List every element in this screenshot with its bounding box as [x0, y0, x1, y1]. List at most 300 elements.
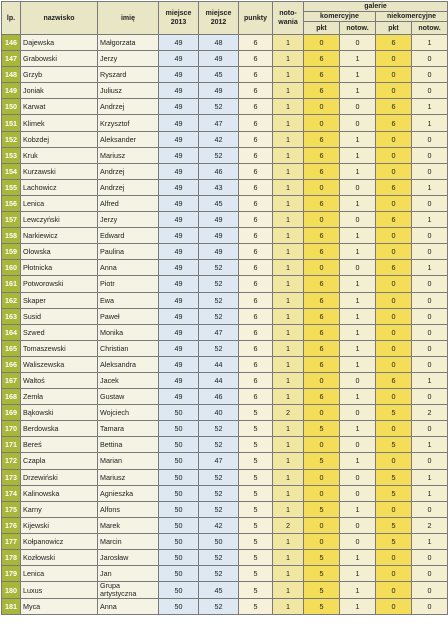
cell-punkty: 6 — [239, 244, 273, 260]
cell-niekom-pkt: 6 — [376, 99, 412, 115]
table-row — [2, 260, 448, 276]
cell-nazwisko: Kalinowska — [21, 485, 98, 501]
cell-niekom-notow: 0 — [412, 340, 448, 356]
cell-nazwisko: Dajewska — [21, 35, 98, 51]
cell-lp: 164 — [2, 324, 21, 340]
cell-niekom-pkt: 0 — [376, 51, 412, 67]
cell-niekom-notow: 0 — [412, 244, 448, 260]
cell-imie: Jerzy — [98, 212, 159, 228]
cell-imie: Alfons — [98, 501, 159, 517]
cell-miejsce-2012: 52 — [199, 421, 239, 437]
cell-miejsce-2013: 49 — [159, 324, 199, 340]
cell-miejsce-2012: 46 — [199, 389, 239, 405]
cell-imie: Jarosław — [98, 550, 159, 566]
cell-nazwisko: Waltoś — [21, 372, 98, 388]
cell-punkty: 6 — [239, 324, 273, 340]
cell-imie: Piotr — [98, 276, 159, 292]
cell-niekom-notow: 0 — [412, 83, 448, 99]
cell-notowania: 2 — [273, 517, 304, 533]
cell-nazwisko: Luxus — [21, 582, 98, 599]
cell-kom-pkt: 6 — [304, 195, 340, 211]
cell-miejsce-2013: 49 — [159, 147, 199, 163]
cell-nazwisko: Lachowicz — [21, 179, 98, 195]
cell-imie: Bettina — [98, 437, 159, 453]
cell-imie: Grupa artystyczna — [98, 582, 159, 599]
cell-kom-notow: 1 — [340, 550, 376, 566]
table-row — [2, 324, 448, 340]
cell-lp: 171 — [2, 437, 21, 453]
cell-miejsce-2013: 49 — [159, 372, 199, 388]
cell-kom-notow: 0 — [340, 212, 376, 228]
cell-miejsce-2013: 49 — [159, 228, 199, 244]
cell-niekom-notow: 0 — [412, 51, 448, 67]
cell-kom-notow: 1 — [340, 453, 376, 469]
cell-miejsce-2012: 52 — [199, 469, 239, 485]
cell-lp: 180 — [2, 582, 21, 599]
cell-imie: Edward — [98, 228, 159, 244]
cell-niekom-notow: 0 — [412, 324, 448, 340]
cell-notowania: 1 — [273, 453, 304, 469]
cell-niekom-pkt: 0 — [376, 67, 412, 83]
cell-miejsce-2012: 44 — [199, 372, 239, 388]
cell-notowania: 1 — [273, 131, 304, 147]
cell-imie: Wojciech — [98, 405, 159, 421]
cell-kom-notow: 0 — [340, 115, 376, 131]
cell-nazwisko: Klimek — [21, 115, 98, 131]
cell-nazwisko: Berdowska — [21, 421, 98, 437]
cell-niekom-notow: 0 — [412, 550, 448, 566]
cell-niekom-pkt: 0 — [376, 147, 412, 163]
cell-niekom-notow: 1 — [412, 372, 448, 388]
header-nazwisko: nazwisko — [21, 2, 98, 35]
cell-notowania: 1 — [273, 276, 304, 292]
cell-lp: 156 — [2, 195, 21, 211]
cell-niekom-pkt: 0 — [376, 195, 412, 211]
cell-imie: Anna — [98, 260, 159, 276]
cell-notowania: 1 — [273, 67, 304, 83]
cell-imie: Jacek — [98, 372, 159, 388]
cell-lp: 154 — [2, 163, 21, 179]
cell-notowania: 1 — [273, 324, 304, 340]
table-row — [2, 340, 448, 356]
cell-lp: 159 — [2, 244, 21, 260]
table-row — [2, 485, 448, 501]
cell-notowania: 1 — [273, 308, 304, 324]
cell-niekom-notow: 1 — [412, 533, 448, 549]
cell-imie: Małgorzata — [98, 35, 159, 51]
cell-punkty: 6 — [239, 356, 273, 372]
cell-punkty: 5 — [239, 599, 273, 615]
table-row — [2, 405, 448, 421]
cell-nazwisko: Skaper — [21, 292, 98, 308]
cell-miejsce-2012: 45 — [199, 582, 239, 599]
cell-kom-notow: 1 — [340, 566, 376, 582]
cell-kom-notow: 0 — [340, 469, 376, 485]
table-row — [2, 228, 448, 244]
cell-miejsce-2013: 49 — [159, 212, 199, 228]
header-miejsce-2013 — [159, 2, 199, 35]
cell-kom-pkt: 6 — [304, 340, 340, 356]
cell-notowania: 1 — [273, 163, 304, 179]
table-row — [2, 453, 448, 469]
cell-kom-pkt: 0 — [304, 517, 340, 533]
cell-imie: Jan — [98, 566, 159, 582]
cell-punkty: 6 — [239, 179, 273, 195]
cell-niekom-notow: 0 — [412, 501, 448, 517]
cell-miejsce-2012: 47 — [199, 324, 239, 340]
table-row — [2, 389, 448, 405]
cell-imie: Juliusz — [98, 83, 159, 99]
cell-lp: 169 — [2, 405, 21, 421]
cell-miejsce-2012: 43 — [199, 179, 239, 195]
cell-niekom-pkt: 5 — [376, 437, 412, 453]
cell-kom-notow: 1 — [340, 501, 376, 517]
table-row — [2, 421, 448, 437]
cell-notowania: 2 — [273, 405, 304, 421]
cell-lp: 175 — [2, 501, 21, 517]
cell-nazwisko: Joniak — [21, 83, 98, 99]
cell-kom-notow: 1 — [340, 421, 376, 437]
cell-punkty: 5 — [239, 485, 273, 501]
cell-kom-pkt: 6 — [304, 83, 340, 99]
cell-niekom-notow: 1 — [412, 260, 448, 276]
cell-punkty: 5 — [239, 469, 273, 485]
cell-nazwisko: Myca — [21, 599, 98, 615]
cell-imie: Ryszard — [98, 67, 159, 83]
cell-nazwisko: Kobzdej — [21, 131, 98, 147]
cell-niekom-pkt: 0 — [376, 244, 412, 260]
cell-notowania: 1 — [273, 212, 304, 228]
cell-kom-notow: 0 — [340, 372, 376, 388]
cell-lp: 162 — [2, 292, 21, 308]
cell-niekom-pkt: 5 — [376, 469, 412, 485]
header-komercyjne: komercyjne — [304, 12, 376, 22]
cell-niekom-notow: 2 — [412, 405, 448, 421]
cell-punkty: 5 — [239, 517, 273, 533]
header-notowania — [273, 2, 304, 35]
cell-kom-pkt: 5 — [304, 599, 340, 615]
table-row — [2, 99, 448, 115]
cell-niekom-notow: 0 — [412, 131, 448, 147]
cell-miejsce-2013: 49 — [159, 115, 199, 131]
table-row — [2, 35, 448, 51]
cell-niekom-notow: 0 — [412, 389, 448, 405]
cell-miejsce-2012: 49 — [199, 212, 239, 228]
cell-kom-notow: 0 — [340, 485, 376, 501]
cell-miejsce-2012: 49 — [199, 51, 239, 67]
cell-notowania: 1 — [273, 195, 304, 211]
cell-imie: Paulina — [98, 244, 159, 260]
cell-nazwisko: Potworowski — [21, 276, 98, 292]
cell-niekom-pkt: 0 — [376, 550, 412, 566]
cell-kom-pkt: 6 — [304, 67, 340, 83]
table-row — [2, 179, 448, 195]
cell-niekom-pkt: 0 — [376, 340, 412, 356]
cell-miejsce-2013: 50 — [159, 405, 199, 421]
cell-miejsce-2013: 50 — [159, 599, 199, 615]
cell-nazwisko: Czapla — [21, 453, 98, 469]
cell-punkty: 5 — [239, 566, 273, 582]
table-row — [2, 195, 448, 211]
cell-niekom-pkt: 5 — [376, 485, 412, 501]
table-row — [2, 276, 448, 292]
cell-miejsce-2012: 44 — [199, 356, 239, 372]
cell-lp: 155 — [2, 179, 21, 195]
table-row — [2, 533, 448, 549]
cell-niekom-notow: 0 — [412, 566, 448, 582]
cell-miejsce-2013: 50 — [159, 501, 199, 517]
cell-imie: Gustaw — [98, 389, 159, 405]
cell-miejsce-2013: 49 — [159, 276, 199, 292]
cell-miejsce-2012: 52 — [199, 260, 239, 276]
cell-kom-notow: 0 — [340, 405, 376, 421]
table-header — [2, 2, 448, 35]
cell-niekom-notow: 0 — [412, 67, 448, 83]
cell-miejsce-2012: 40 — [199, 405, 239, 421]
cell-miejsce-2012: 52 — [199, 292, 239, 308]
cell-kom-pkt: 0 — [304, 485, 340, 501]
table-row — [2, 67, 448, 83]
cell-notowania: 1 — [273, 83, 304, 99]
cell-punkty: 5 — [239, 405, 273, 421]
cell-lp: 161 — [2, 276, 21, 292]
header-lp: lp. — [2, 2, 21, 35]
cell-imie: Christian — [98, 340, 159, 356]
cell-niekom-pkt: 6 — [376, 212, 412, 228]
table-row — [2, 550, 448, 566]
table-body — [2, 35, 448, 615]
cell-notowania: 1 — [273, 35, 304, 51]
cell-miejsce-2012: 47 — [199, 115, 239, 131]
cell-punkty: 6 — [239, 51, 273, 67]
cell-miejsce-2012: 42 — [199, 131, 239, 147]
table-row — [2, 501, 448, 517]
cell-miejsce-2013: 49 — [159, 83, 199, 99]
header-miejsce-2012 — [199, 2, 239, 35]
cell-nazwisko: Kijewski — [21, 517, 98, 533]
cell-kom-pkt: 6 — [304, 163, 340, 179]
cell-notowania: 1 — [273, 437, 304, 453]
cell-niekom-notow: 1 — [412, 212, 448, 228]
table-row — [2, 437, 448, 453]
cell-kom-notow: 1 — [340, 67, 376, 83]
cell-miejsce-2013: 49 — [159, 179, 199, 195]
cell-kom-notow: 1 — [340, 582, 376, 599]
cell-lp: 170 — [2, 421, 21, 437]
cell-kom-notow: 1 — [340, 195, 376, 211]
cell-niekom-pkt: 6 — [376, 35, 412, 51]
cell-kom-pkt: 0 — [304, 372, 340, 388]
cell-miejsce-2012: 52 — [199, 485, 239, 501]
cell-imie: Tamara — [98, 421, 159, 437]
cell-nazwisko: Bąkowski — [21, 405, 98, 421]
cell-kom-notow: 0 — [340, 99, 376, 115]
cell-nazwisko: Kozłowski — [21, 550, 98, 566]
cell-miejsce-2013: 50 — [159, 582, 199, 599]
cell-imie: Aleksandra — [98, 356, 159, 372]
cell-punkty: 6 — [239, 212, 273, 228]
cell-miejsce-2012: 49 — [199, 83, 239, 99]
cell-niekom-pkt: 0 — [376, 163, 412, 179]
table-row — [2, 131, 448, 147]
header-niekomercyjne: niekomercyjne — [376, 12, 448, 22]
cell-imie: Marian — [98, 453, 159, 469]
cell-punkty: 5 — [239, 533, 273, 549]
cell-miejsce-2013: 49 — [159, 340, 199, 356]
table-row — [2, 163, 448, 179]
cell-kom-pkt: 6 — [304, 51, 340, 67]
cell-kom-pkt: 0 — [304, 405, 340, 421]
cell-punkty: 5 — [239, 582, 273, 599]
cell-nazwisko: Kruk — [21, 147, 98, 163]
cell-lp: 153 — [2, 147, 21, 163]
cell-punkty: 6 — [239, 372, 273, 388]
cell-nazwisko: Bereś — [21, 437, 98, 453]
cell-lp: 146 — [2, 35, 21, 51]
header-miejsce-2012-line1: miejsce — [205, 10, 232, 17]
cell-imie: Marcin — [98, 533, 159, 549]
cell-lp: 150 — [2, 99, 21, 115]
cell-niekom-pkt: 5 — [376, 533, 412, 549]
ranking-table — [1, 1, 448, 615]
cell-punkty: 6 — [239, 99, 273, 115]
cell-punkty: 6 — [239, 195, 273, 211]
cell-nazwisko: Karwat — [21, 99, 98, 115]
cell-imie: Marek — [98, 517, 159, 533]
cell-nazwisko: Szwed — [21, 324, 98, 340]
cell-kom-notow: 1 — [340, 244, 376, 260]
cell-imie: Andrzej — [98, 179, 159, 195]
table-row — [2, 212, 448, 228]
cell-imie: Andrzej — [98, 163, 159, 179]
cell-punkty: 6 — [239, 115, 273, 131]
cell-notowania: 1 — [273, 501, 304, 517]
cell-miejsce-2013: 49 — [159, 195, 199, 211]
cell-notowania: 1 — [273, 582, 304, 599]
cell-lp: 148 — [2, 67, 21, 83]
cell-niekom-notow: 1 — [412, 437, 448, 453]
cell-niekom-notow: 1 — [412, 99, 448, 115]
cell-kom-pkt: 5 — [304, 582, 340, 599]
header-kom-pkt: pkt — [304, 22, 340, 35]
cell-lp: 178 — [2, 550, 21, 566]
cell-kom-notow: 0 — [340, 437, 376, 453]
cell-miejsce-2013: 50 — [159, 566, 199, 582]
cell-niekom-notow: 0 — [412, 163, 448, 179]
header-punkty: punkty — [239, 2, 273, 35]
cell-niekom-pkt: 0 — [376, 356, 412, 372]
cell-nazwisko: Tomaszewski — [21, 340, 98, 356]
cell-kom-pkt: 0 — [304, 35, 340, 51]
cell-notowania: 1 — [273, 292, 304, 308]
cell-lp: 181 — [2, 599, 21, 615]
cell-kom-pkt: 0 — [304, 212, 340, 228]
cell-punkty: 5 — [239, 550, 273, 566]
cell-miejsce-2012: 52 — [199, 147, 239, 163]
cell-punkty: 6 — [239, 340, 273, 356]
header-miejsce-2012-line2: 2012 — [210, 19, 227, 26]
cell-niekom-notow: 0 — [412, 582, 448, 599]
cell-punkty: 6 — [239, 83, 273, 99]
cell-notowania: 1 — [273, 228, 304, 244]
cell-kom-notow: 0 — [340, 179, 376, 195]
cell-niekom-notow: 0 — [412, 276, 448, 292]
cell-imie: Mariusz — [98, 469, 159, 485]
header-miejsce-2013-line1: miejsce — [165, 10, 192, 17]
cell-kom-pkt: 6 — [304, 131, 340, 147]
cell-lp: 160 — [2, 260, 21, 276]
cell-punkty: 5 — [239, 453, 273, 469]
table-row — [2, 599, 448, 615]
cell-nazwisko: Zemła — [21, 389, 98, 405]
cell-miejsce-2013: 49 — [159, 356, 199, 372]
cell-miejsce-2013: 49 — [159, 308, 199, 324]
cell-lp: 165 — [2, 340, 21, 356]
header-galerie: galerie — [304, 2, 448, 12]
cell-kom-notow: 1 — [340, 308, 376, 324]
cell-miejsce-2013: 50 — [159, 517, 199, 533]
table-row — [2, 582, 448, 599]
cell-nazwisko: Grabowski — [21, 51, 98, 67]
cell-kom-notow: 1 — [340, 324, 376, 340]
cell-kom-pkt: 0 — [304, 115, 340, 131]
cell-miejsce-2013: 49 — [159, 131, 199, 147]
cell-lp: 179 — [2, 566, 21, 582]
cell-niekom-pkt: 6 — [376, 179, 412, 195]
cell-miejsce-2012: 45 — [199, 67, 239, 83]
table-row — [2, 517, 448, 533]
cell-lp: 151 — [2, 115, 21, 131]
table-row — [2, 115, 448, 131]
cell-niekom-notow: 1 — [412, 115, 448, 131]
cell-miejsce-2012: 52 — [199, 599, 239, 615]
cell-niekom-notow: 0 — [412, 195, 448, 211]
cell-niekom-pkt: 0 — [376, 421, 412, 437]
cell-niekom-pkt: 6 — [376, 115, 412, 131]
cell-notowania: 1 — [273, 550, 304, 566]
cell-miejsce-2013: 50 — [159, 421, 199, 437]
cell-lp: 177 — [2, 533, 21, 549]
cell-niekom-notow: 1 — [412, 469, 448, 485]
cell-niekom-notow: 1 — [412, 179, 448, 195]
cell-imie: Andrzej — [98, 99, 159, 115]
table-row — [2, 356, 448, 372]
cell-miejsce-2013: 50 — [159, 469, 199, 485]
cell-lp: 172 — [2, 453, 21, 469]
cell-kom-notow: 0 — [340, 517, 376, 533]
cell-niekom-pkt: 0 — [376, 453, 412, 469]
header-miejsce-2013-line2: 2013 — [170, 19, 187, 26]
cell-kom-notow: 0 — [340, 35, 376, 51]
cell-miejsce-2013: 49 — [159, 67, 199, 83]
cell-punkty: 6 — [239, 67, 273, 83]
cell-kom-pkt: 5 — [304, 453, 340, 469]
cell-miejsce-2013: 50 — [159, 533, 199, 549]
cell-notowania: 1 — [273, 566, 304, 582]
cell-lp: 167 — [2, 372, 21, 388]
cell-punkty: 6 — [239, 292, 273, 308]
cell-imie: Krzysztof — [98, 115, 159, 131]
cell-miejsce-2013: 49 — [159, 99, 199, 115]
cell-niekom-notow: 0 — [412, 292, 448, 308]
cell-miejsce-2013: 49 — [159, 244, 199, 260]
cell-miejsce-2012: 52 — [199, 566, 239, 582]
cell-lp: 158 — [2, 228, 21, 244]
cell-punkty: 6 — [239, 308, 273, 324]
cell-kom-pkt: 0 — [304, 99, 340, 115]
cell-lp: 163 — [2, 308, 21, 324]
cell-kom-notow: 0 — [340, 533, 376, 549]
